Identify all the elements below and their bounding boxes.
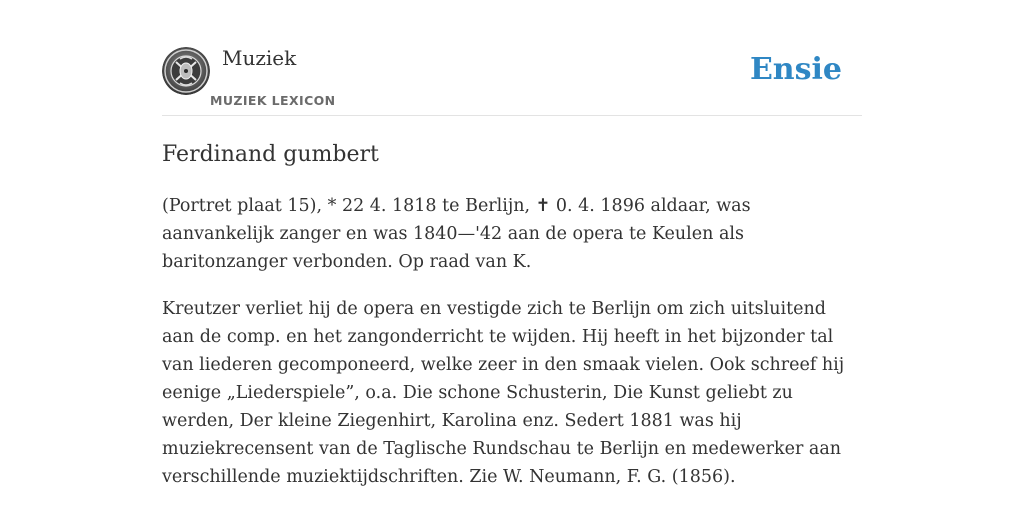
header-divider xyxy=(162,115,862,116)
article-body xyxy=(162,192,862,510)
article-paragraph: Kreutzer verliet hij de opera en vestigde zich te Berlijn om zich uitsluitend aan de comp. en het zangonderricht te wijden. Hij heeft in het bijzonder tal van liederen gecomponeerd, welke zeer in den smaak vielen. Ook schreef hij eenige „Liederspiele”, o.a. Die schone Schusterin, Die Kunst geliebt zu werden, Der kleine Ziegenhirt, Karolina enz. Sedert 1881 was hij muziekrecensent van de Taglische Rundschau te Berlijn en medewerker aan verschillende muziektijdschriften. Zie W. Neumann, F. G. (1856). xyxy=(162,299,845,487)
article-title: Ferdinand gumbert xyxy=(162,142,379,167)
article-paragraph: (Portret plaat 15), * 22 4. 1818 te Berlijn, ✝ 0. 4. 1896 aldaar, was aanvankelijk zanger en was 1840—'42 aan de opera te Keulen als baritonzanger verbonden. Op raad van K. xyxy=(162,196,751,272)
header xyxy=(162,44,862,116)
brand-logo-link[interactable]: Ensie xyxy=(749,52,842,87)
source-subtitle: MUZIEK LEXICON xyxy=(210,93,336,108)
source-name[interactable]: Muziek xyxy=(222,46,297,70)
avatar[interactable] xyxy=(162,47,210,95)
muziek-emblem-icon xyxy=(162,47,210,95)
